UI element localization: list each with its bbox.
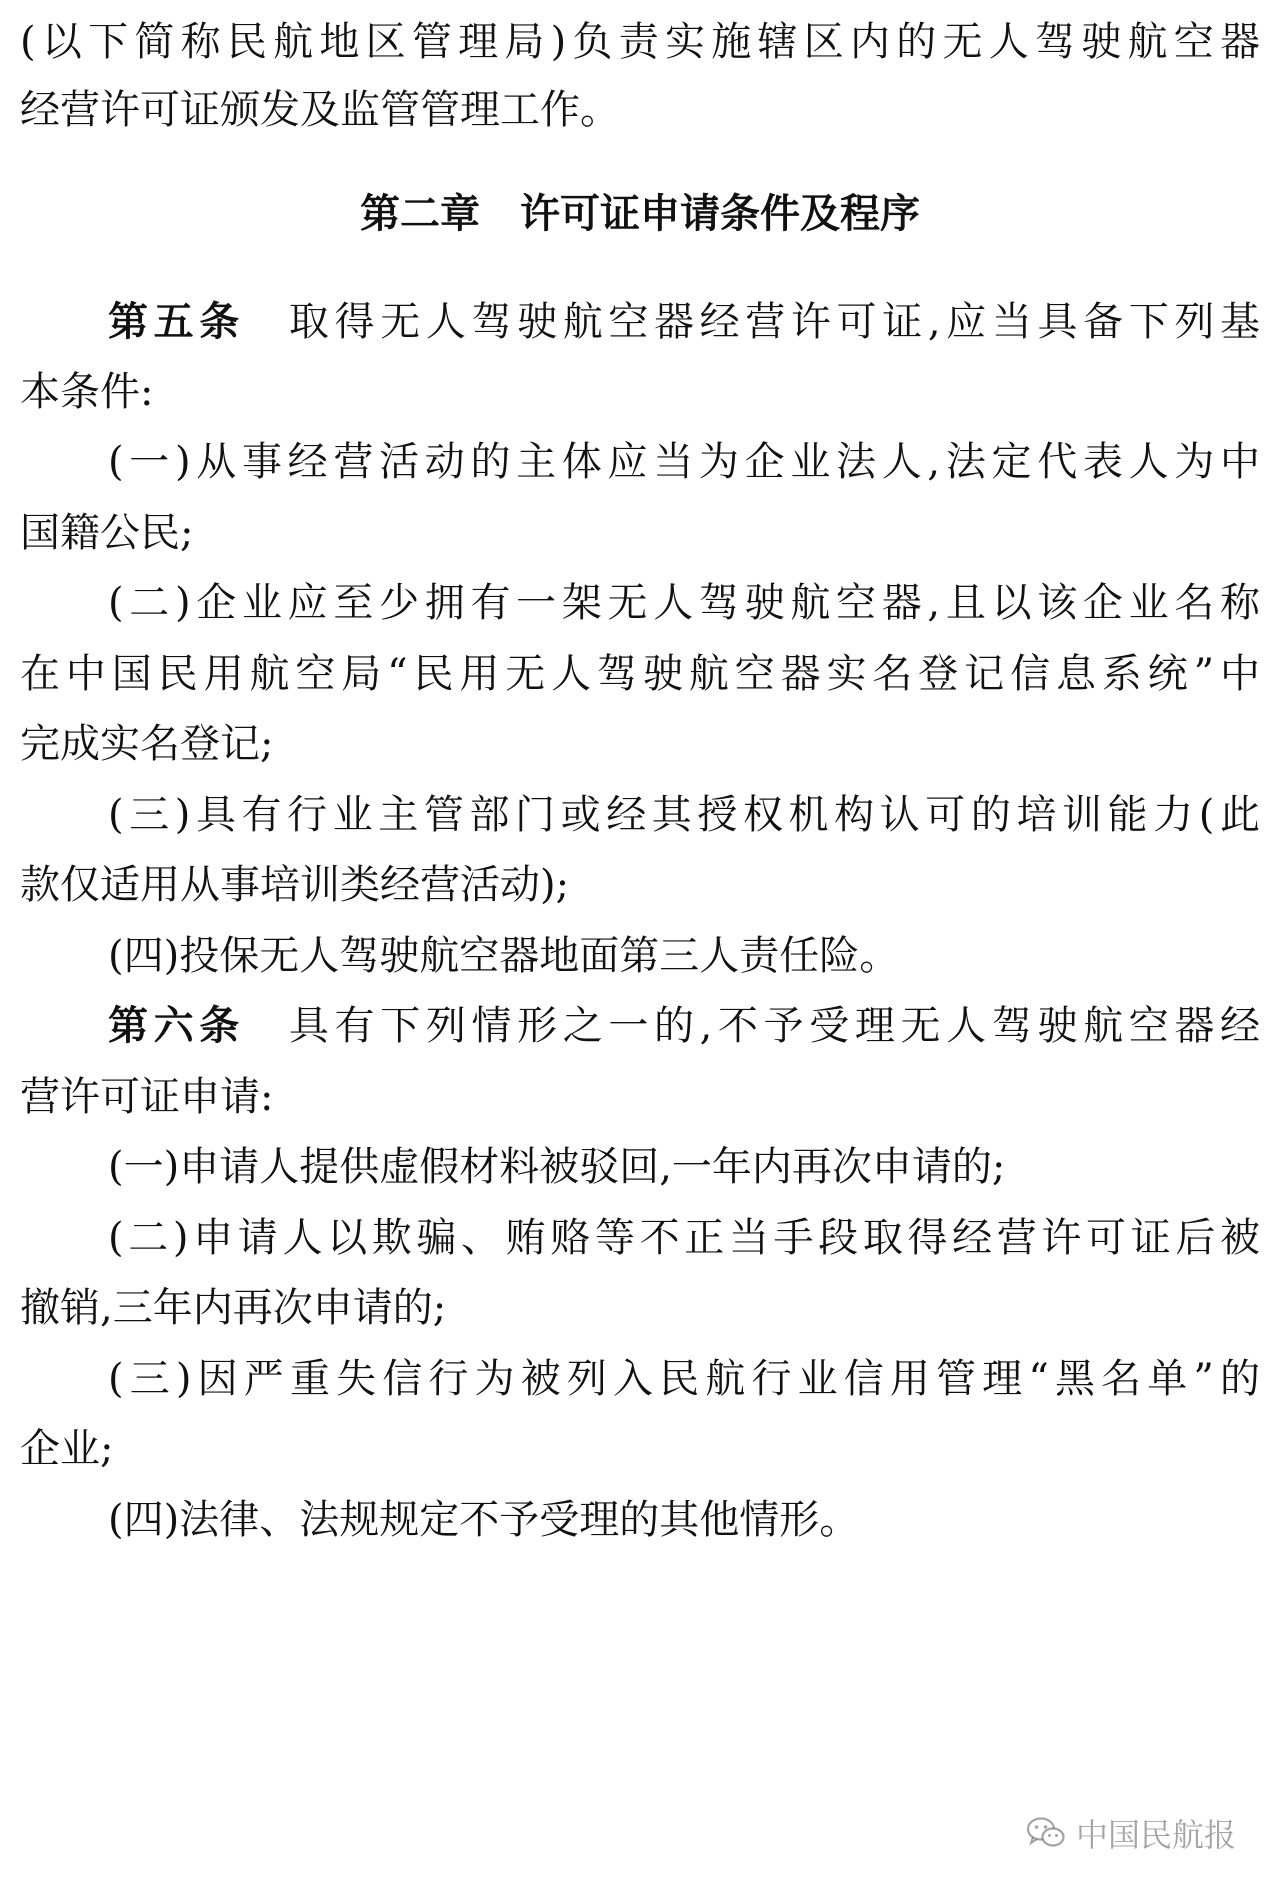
list-item-continued: 国籍公民;	[20, 510, 194, 556]
watermark-text: 中国民航报	[1075, 1816, 1236, 1854]
list-item: (四)法律、法规规定不予受理的其他情形。	[108, 1497, 860, 1543]
list-item-continued: 款仅适用从事培训类经营活动);	[20, 862, 570, 908]
list-item-continued: 撤销,三年内再次申请的;	[20, 1285, 447, 1331]
paragraph-line: 营许可证申请:	[20, 1074, 274, 1120]
list-item-continued: 企业;	[20, 1426, 114, 1472]
list-item-continued: 在中国民用航空局“民用无人驾驶航空器实名登记信息系统”中	[20, 651, 1260, 697]
paragraph-line: 经营许可证颁发及监管管理工作。	[20, 87, 620, 133]
wechat-icon	[1026, 1816, 1066, 1850]
list-item: (一)从事经营活动的主体应当为企业法人,法定代表人为中	[108, 439, 1260, 485]
list-item: (二)企业应至少拥有一架无人驾驶航空器,且以该企业名称	[108, 580, 1260, 626]
article-5-first-line	[108, 292, 1260, 352]
article-6-heading: 第六条	[108, 1003, 245, 1049]
paragraph-line: 本条件:	[20, 369, 154, 415]
list-item: (一)申请人提供虚假材料被驳回,一年内再次申请的;	[108, 1144, 1006, 1190]
article-6-text: 具有下列情形之一的,不予受理无人驾驶航空器经	[288, 1003, 1261, 1049]
list-item: (二)申请人以欺骗、贿赂等不正当手段取得经营许可证后被	[108, 1215, 1260, 1261]
list-item: (四)投保无人驾驶航空器地面第三人责任险。	[108, 933, 900, 979]
list-item: (三)因严重失信行为被列入民航行业信用管理“黑名单”的	[108, 1356, 1260, 1402]
list-item: (三)具有行业主管部门或经其授权机构认可的培训能力(此	[108, 792, 1260, 838]
paragraph-line: (以下简称民航地区管理局)负责实施辖区内的无人驾驶航空器	[20, 19, 1260, 65]
article-6-first-line	[108, 996, 1260, 1056]
article-5-text: 取得无人驾驶航空器经营许可证,应当具备下列基	[288, 299, 1261, 345]
watermark	[1026, 1808, 1236, 1858]
list-item-continued: 完成实名登记;	[20, 721, 274, 767]
chapter-title: 第二章 许可证申请条件及程序	[360, 191, 920, 237]
article-5-heading: 第五条	[108, 299, 245, 345]
